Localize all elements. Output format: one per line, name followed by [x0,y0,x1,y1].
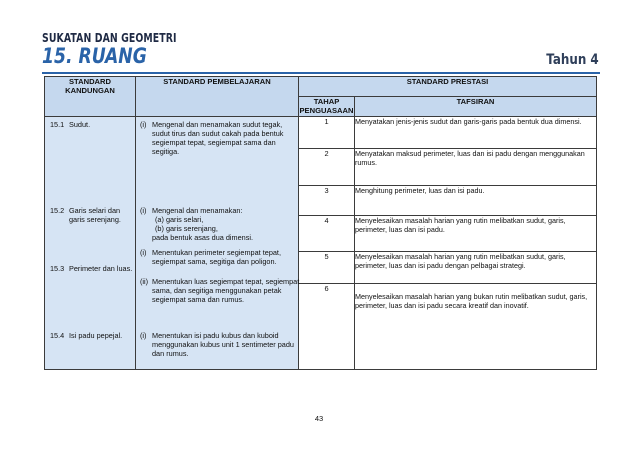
kandungan-text: Isi padu pepejal. [69,331,123,340]
header-standard-pembelajaran: STANDARD PEMBELAJARAN [136,77,299,117]
standards-table [44,76,597,370]
tafsiran-cell: Menyatakan jenis-jenis sudut dan garis-garis pada bentuk dua dimensi. [355,117,597,149]
kandungan-text: Sudut. [69,120,91,129]
pembelajaran-column [136,117,299,370]
header-tahap-penguasaan: TAHAP PENGUASAAN [299,97,354,115]
pembelajaran-roman: (i) [140,248,147,257]
header-standard-kandungan: STANDARD KANDUNGAN [45,77,136,117]
tafsiran-cell: Menghitung perimeter, luas dan isi padu. [355,186,597,216]
year-label: Tahun 4 [546,52,599,68]
kandungan-number: 15.3 [50,264,65,273]
pembelajaran-text: Mengenal dan menamakan sudut tegak, sudut tirus dan sudut cakah pada bentuk segiempat tepat, segiempat sama dan segitiga. [152,120,284,156]
kandungan-number: 15.2 [50,206,65,215]
pembelajaran-text: Menentukan perimeter segiempat tepat, segiempat sama, segitiga dan poligon. [152,248,281,266]
tafsiran-cell: Menyatakan maksud perimeter, luas dan isi padu dengan menggunakan rumus. [355,149,597,186]
title-divider [42,72,600,74]
pembelajaran-roman: (i) [140,331,147,340]
pembelajaran-text [152,206,300,242]
pembelajaran-line: Mengenal dan menamakan: [152,206,243,215]
subject-heading: SUKATAN DAN GEOMETRI [42,31,177,45]
pembelajaran-roman: (i) [140,206,147,215]
kandungan-text: Garis selari dan garis serenjang. [69,206,121,224]
tahap-cell: 6 [299,283,355,369]
pembelajaran-roman: (i) [140,120,147,129]
tahap-cell: 5 [299,251,355,283]
pembelajaran-line: pada bentuk asas dua dimensi. [152,233,254,242]
pembelajaran-roman: (ii) [140,277,149,286]
tahap-cell: 3 [299,186,355,216]
tahap-cell: 4 [299,216,355,251]
tahap-cell: 2 [299,149,355,186]
header-standard-prestasi: STANDARD PRESTASI [299,77,597,97]
tahap-cell: 1 [299,117,355,149]
pembelajaran-subitem: (b) garis serenjang, [155,224,218,233]
tafsiran-cell: Menyelesaikan masalah harian yang bukan rutin melibatkan sudut, garis, perimeter, luas dan isi padu secara kreatif dan inovatif. [355,283,597,369]
tafsiran-cell: Menyelesaikan masalah harian yang rutin melibatkan sudut, garis, perimeter, luas dan isi padu. [355,216,597,251]
page-number: 43 [314,414,324,423]
pembelajaran-text: Menentukan isi padu kubus dan kuboid menggunakan kubus unit 1 sentimeter padu dan rumus. [152,331,294,358]
pembelajaran-subitem: (a) garis selari, [155,215,204,224]
topic-title: 15. RUANG [42,44,147,68]
kandungan-column [45,117,136,370]
kandungan-number: 15.4 [50,331,65,340]
tafsiran-cell: Menyelesaikan masalah harian yang rutin melibatkan sudut, garis, perimeter, luas dan isi padu dengan pelbagai strategi. [355,251,597,283]
kandungan-text: Perimeter dan luas. [69,264,133,273]
kandungan-number: 15.1 [50,120,65,129]
header-tafsiran: TAFSIRAN [355,97,597,117]
pembelajaran-text: Menentukan luas segiempat tepat, segiempat sama, dan segitiga menggunakan petak segiempat sama dan rumus. [152,277,300,304]
